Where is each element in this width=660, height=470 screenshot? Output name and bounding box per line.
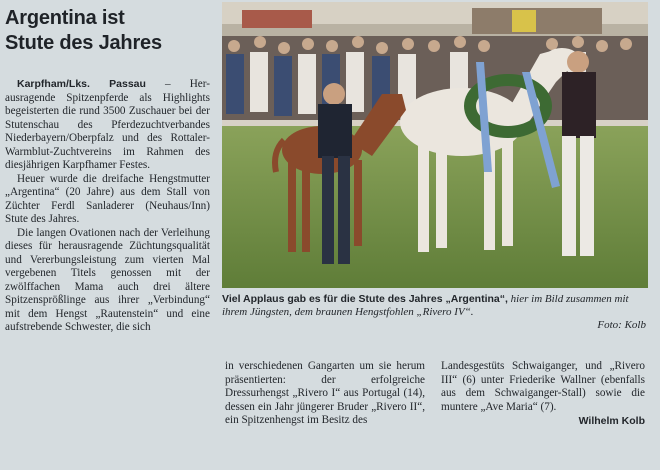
paragraph-3: Die langen Ovationen nach der Verleihung dieses für herausragende Züchtungsqualität und Vererbungsleistung zum vierten Mal vergebenen Titels genossen mit der zwölffachen Mama auch drei ältere Spitzensprößlinge aus ihrer „Verbindung“ mit dem Hengst „Rautenstein“ und eine aufstrebende Schwester, die sich	[5, 226, 210, 333]
article-headline	[5, 6, 210, 56]
dateline: Karpfham/Lks. Passau	[17, 78, 146, 90]
article-column-3	[441, 360, 645, 429]
caption-text: hier im Bild zusammen mit ihrem Jüngsten, dem braunen Hengstfohlen „Rivero IV“.	[222, 293, 629, 318]
photo-caption	[222, 293, 646, 332]
paragraph-1-text: – Her-ausragende Spitzenpferde als Highlights begeisterten die rund 3500 Zuschauer bei der Stutenschau des Pferdezuchtverbandes Niederbayern/Oberpfalz und des Rottaler-Warmblut-Zuchtvereins im Rahmen des diesjährigen Karpfhamer Festes.	[5, 78, 210, 171]
caption-lead: Viel Applaus gab es für die Stute des Jahres „Argentina“,	[222, 293, 508, 305]
paragraph-2: Heuer wurde die dreifache Hengstmutter „Argentina“ (20 Jahre) aus dem Stall von Züchter Ferdl Sanladerer (Neuhaus/Inn) Stute des Jahres.	[5, 172, 210, 225]
photo-credit: Foto: Kolb	[597, 319, 646, 331]
article-photo	[222, 2, 648, 288]
paragraph-intro	[5, 78, 210, 173]
article-column-2	[225, 360, 425, 428]
article-column-1	[5, 78, 210, 335]
paragraph-4: in verschiedenen Gangarten um sie herum präsentierten: der erfolgreiche Dressurhengst „Rivero I“ aus Portugal (14), dessen ein Jahr jüngerer Bruder „Rivero II“, ein Spitzenhengst im Besitz des	[225, 360, 425, 426]
horse-show-photo	[222, 2, 648, 288]
headline-line-2: Stute des Jahres	[5, 32, 162, 54]
headline-line-1: Argentina ist	[5, 7, 125, 29]
paragraph-5: Landesgestüts Schwaiganger, und „Rivero III“ (6) unter Friederike Wallner (ebenfalls aus dem Schwaiganger-Stall) sowie die muntere „Ave Maria“ (7).	[441, 360, 645, 413]
article-author: Wilhelm Kolb	[578, 415, 645, 427]
